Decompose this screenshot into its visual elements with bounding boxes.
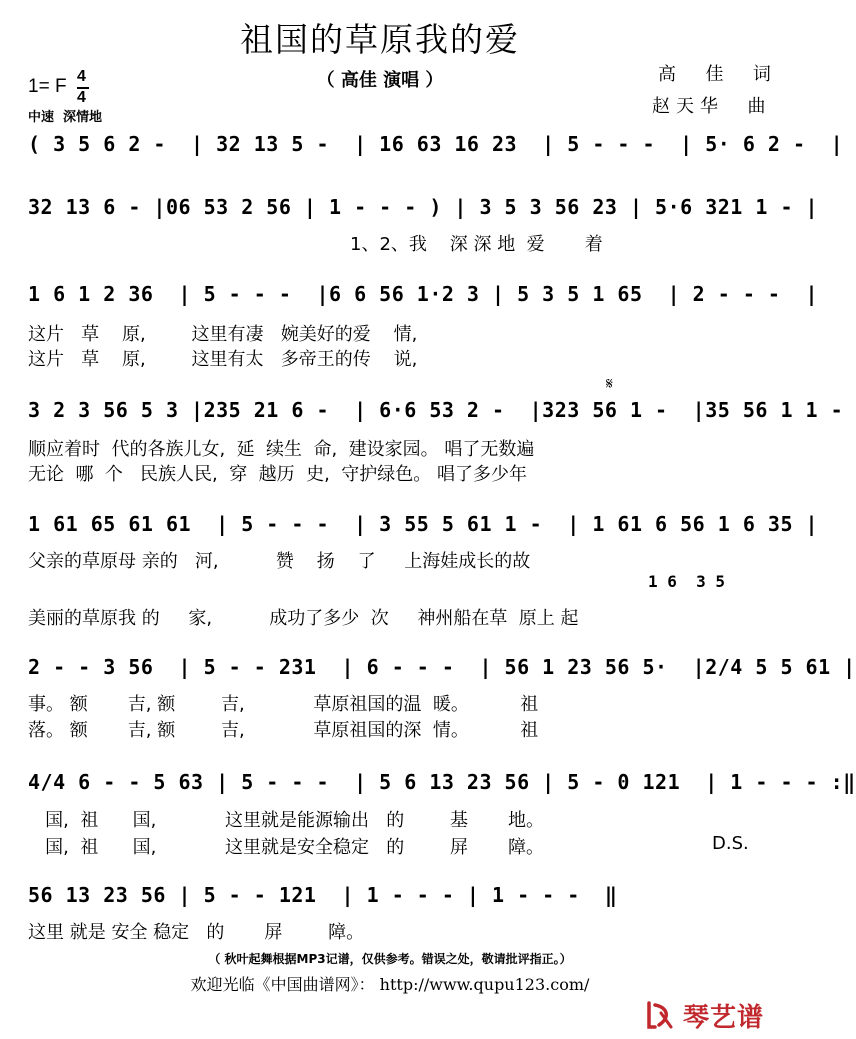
lyric-line-6-verse-2: 落。 额 吉, 额 吉, 草原祖国的深 情。 祖 [28, 720, 539, 741]
lyric-line-3-verse-2: 这片 草 原, 这里有太 多帝王的传 说, [28, 349, 418, 370]
composer-credit: 赵天华 曲 [652, 96, 772, 117]
transcription-note: （ 秋叶起舞根据MP3记谱，仅供参考。错误之处，敬请批评指正。） [208, 952, 572, 966]
performer-label: （ 高佳 演唱 ） [316, 70, 444, 91]
segno-sign: 𝄋 [606, 374, 613, 393]
score-line-5: 1 61 65 61 61 | 5 - - - | 3 55 5 61 1 - | 1 61 6 56 1 6 35 | [28, 512, 819, 536]
lyric-line-7-verse-1: 国, 祖 国, 这里就是能源输出 的 基 地。 [28, 810, 545, 831]
lyric-line-4-verse-1: 顺应着时 代的各族儿女, 延 续生 命, 建设家园。 唱了无数遍 [28, 439, 535, 460]
score-line-8: 56 13 23 56 | 5 - - 121 | 1 - - - | 1 - - - ‖ [28, 883, 618, 907]
logo-text: 琴艺谱 [683, 1002, 765, 1033]
key-signature: 1= F [28, 76, 67, 97]
time-signature-bottom: 4 [77, 89, 86, 106]
lyricist-credit: 高 佳 词 [658, 64, 777, 85]
lyric-line-3-verse-1: 这片 草 原, 这里有凄 婉美好的爱 情, [28, 324, 418, 345]
lyric-line-2: 1、2、我 深 深 地 爱 着 [350, 234, 603, 255]
website-link[interactable]: 欢迎光临《中国曲谱网》： http://www.qupu123.com/ [190, 975, 590, 994]
lyric-line-7-verse-2: 国, 祖 国, 这里就是安全稳定 的 屏 障。 [28, 837, 545, 858]
qinyipu-logo [645, 996, 770, 1034]
score-line-5-alternate-notes: 1 6 3 5 [648, 572, 726, 591]
lyric-line-4-verse-2: 无论 哪 个 民族人民, 穿 越历 史, 守护绿色。 唱了多少年 [28, 464, 527, 485]
time-signature-top: 4 [77, 68, 86, 85]
lyric-line-5-verse-2: 美丽的草原我 的 家, 成功了多少 次 神州船在草 原上 起 [28, 608, 579, 629]
dal-segno-marking: D.S. [712, 833, 749, 854]
score-line-1: ( 3 5 6 2 - | 32 13 5 - | 16 63 16 23 | 5 - - - | 5· 6 2 - | [28, 132, 844, 156]
score-line-2: 32 13 6 - |06 53 2 56 | 1 - - - ) | 3 5 3 56 23 | 5·6 321 1 - | [28, 195, 819, 219]
qinyipu-logo-icon [645, 999, 677, 1031]
score-line-7: 4/4 6 - - 5 63 | 5 - - - | 5 6 13 23 56 | 5 - 0 121 | 1 - - - :‖ [28, 770, 856, 794]
lyric-line-8: 这里 就是 安全 稳定 的 屏 障。 [28, 922, 365, 943]
score-line-3: 1 6 1 2 36 | 5 - - - |6 6 56 1·2 3 | 5 3 5 1 65 | 2 - - - | [28, 282, 819, 306]
score-line-4: 3 2 3 56 5 3 |235 21 6 - | 6·6 53 2 - |323 56 1 - |35 56 1 1 - [28, 398, 844, 422]
lyric-line-6-verse-1: 事。 额 吉, 额 吉, 草原祖国的温 暖。 祖 [28, 694, 539, 715]
score-line-6: 2 - - 3 56 | 5 - - 231 | 6 - - - | 56 1 23 56 5· |2/4 5 5 61 | [28, 655, 856, 679]
lyric-line-5-verse-1: 父亲的草原母 亲的 河, 赞 扬 了 上海娃成长的故 [28, 551, 531, 572]
tempo-marking: 中速 深情地 [28, 110, 103, 125]
page-title: 祖国的草原我的爱 [240, 20, 520, 59]
